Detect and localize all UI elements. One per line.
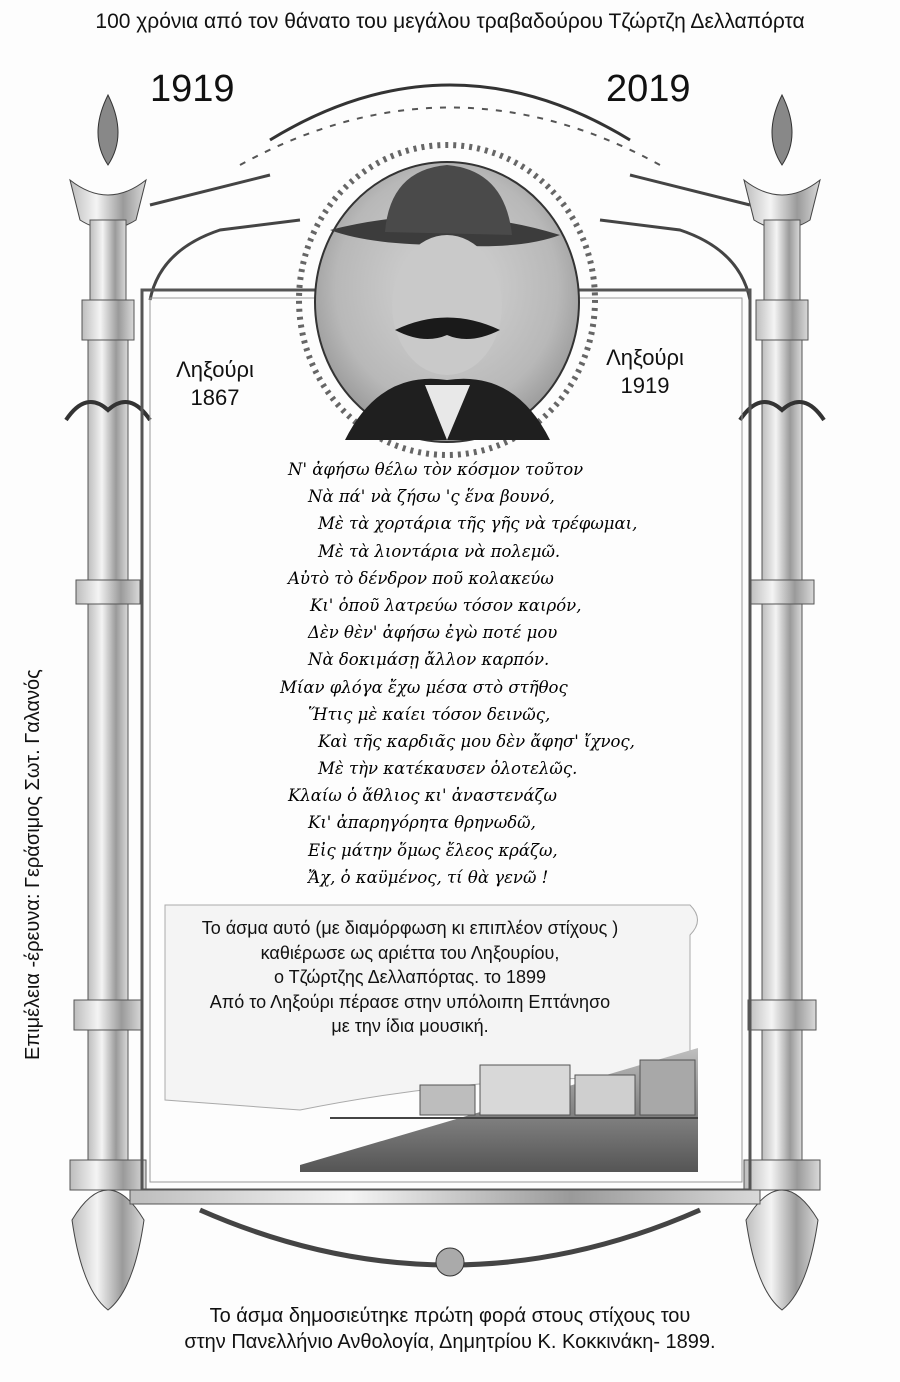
birth-year: 1867: [190, 385, 240, 410]
note-line: ο Τζώρτζης Δελλαπόρτας. το 1899: [273, 967, 547, 987]
poem-line: Κι' ὁποῦ λατρεύω τόσον καιρόν,: [310, 595, 582, 615]
death-year: 1919: [620, 373, 670, 398]
editor-credit: Επιμέλεια -έρευνα: Γεράσιμος Σωτ. Γαλανός: [22, 669, 44, 1060]
portrait-icon: [299, 145, 595, 455]
poem-line: Εἰς μάτην ὅμως ἔλεος κράζω,: [308, 840, 558, 860]
year-start: 1919: [150, 68, 235, 110]
poem-line: Μὲ τὰ λιοντάρια νὰ πολεμῶ.: [318, 541, 561, 561]
footer-line: στην Πανελλήνιο Ανθολογία, Δημητρίου Κ. Κοκκινάκη- 1899.: [184, 1331, 716, 1353]
poem-line: Μὲ τὴν κατέκαυσεν ὁλοτελῶς.: [318, 759, 578, 779]
footer-line: Το άσμα δημοσιεύτηκε πρώτη φορά στους στίχους του: [209, 1305, 691, 1327]
poem-line: Μὲ τὰ χορτάρια τῆς γῆς νὰ τρέφωμαι,: [318, 514, 638, 534]
song-note: [140, 916, 680, 1039]
poem-line: Κλαίω ὁ ἄθλιος κι' ἀναστενάζω: [288, 786, 557, 806]
bottom-garland: [130, 1190, 760, 1276]
page-title: 100 χρόνια από τον θάνατο του μεγάλου τραβαδούρου Τζώρτζη Δελλαπόρτα: [95, 10, 805, 33]
note-line: Το άσμα αυτό (με διαμόρφωση κι επιπλέον στίχους ): [201, 918, 619, 938]
year-end: 2019: [606, 68, 691, 110]
poem-line: Νὰ πά' νὰ ζήσω 'ς ἕνα βουνό,: [308, 487, 555, 507]
note-line: με την ίδια μουσική.: [331, 1016, 489, 1036]
poem-line: Μίαν φλόγα ἔχω μέσα στὸ στῆθος: [280, 677, 568, 697]
publication-footer: [0, 1303, 900, 1355]
death-place: [590, 344, 700, 400]
poem-line: Ἥτις μὲ καίει τόσον δεινῶς,: [308, 704, 551, 724]
birth-place: [160, 356, 270, 412]
birth-place-name: Ληξούρι: [176, 357, 254, 382]
left-column: [66, 95, 150, 1310]
poem-line: Νὰ δοκιμάσῃ ἄλλον καρπόν.: [308, 650, 550, 670]
note-line: καθιέρωσε ως αριέττα του Ληξουρίου,: [260, 942, 560, 963]
poem-line: Αὐτὸ τὸ δένδρον ποῦ κολακεύω: [288, 568, 554, 588]
poem-line: Κι' ἀπαρηγόρητα θρηνωδῶ,: [308, 813, 536, 833]
right-column: [740, 95, 824, 1310]
death-place-name: Ληξούρι: [606, 345, 684, 370]
poem-line: Ν' ἀφήσω θέλω τὸν κόσμον τοῦτον: [288, 460, 584, 479]
poem-text: [270, 456, 660, 891]
poem-line: Δὲν θὲν' ἀφήσω ἐγὼ ποτέ μου: [308, 623, 558, 643]
note-line: Από το Ληξούρι πέρασε στην υπόλοιπη Επτάνησο: [209, 991, 611, 1012]
poem-line: Καὶ τῆς καρδιᾶς μου δὲν ἄφησ' ἴχνος,: [318, 731, 635, 751]
poem-line: Ἄχ, ὁ καϋμένος, τί θὰ γενῶ !: [308, 867, 549, 887]
